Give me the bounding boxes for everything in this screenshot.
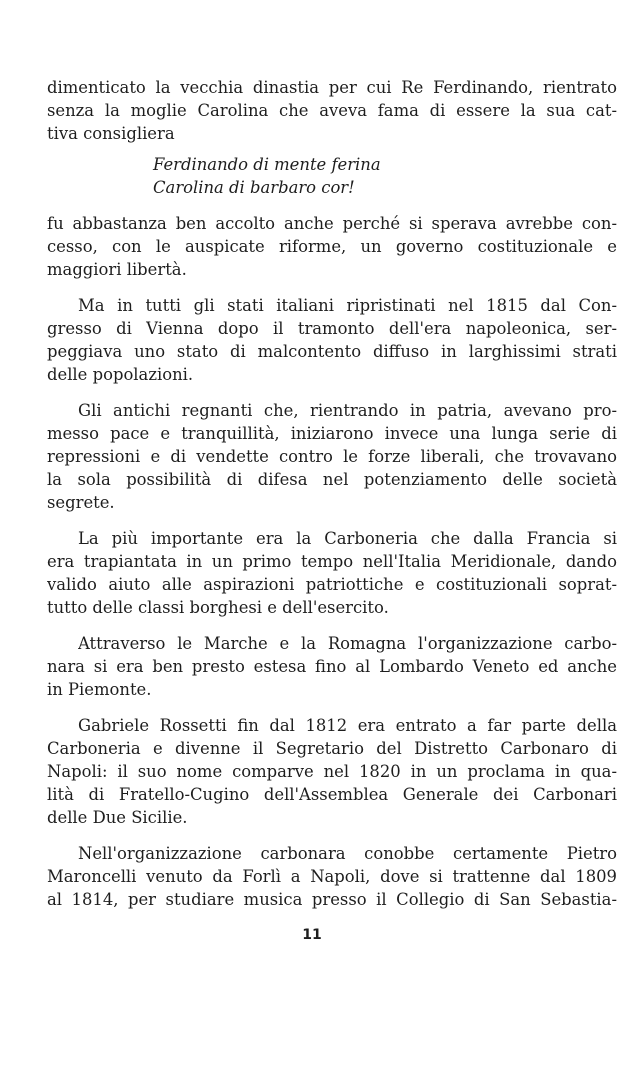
text-line: delle popolazioni. (47, 365, 194, 384)
text-line: maggiori libertà. (47, 260, 187, 279)
text-line: Napoli: il suo nome comparve nel 1820 in un proclama in qua- (47, 762, 617, 781)
text-line: senza la moglie Carolina che aveva fama di essere la sua cat- (47, 101, 617, 120)
text-line: Nell'organizzazione carbonara conobbe certamente Pietro (78, 844, 617, 863)
verse-line: Carolina di barbaro cor! (153, 178, 355, 197)
text-line: tutto delle classi borghesi e dell'esercito. (47, 598, 389, 617)
text-line: fu abbastanza ben accolto anche perché si sperava avrebbe con- (47, 214, 617, 233)
text-line: Maroncelli venuto da Forlì a Napoli, dove si trattenne dal 1809 (47, 867, 617, 886)
text-line: delle Due Sicilie. (47, 808, 188, 827)
text-line: cesso, con le auspicate riforme, un governo costituzionale e (47, 237, 617, 256)
text-line: repressioni e di vendette contro le forze liberali, che trovavano (47, 447, 617, 466)
text-line: la sola possibilità di difesa nel potenziamento delle società (47, 470, 617, 489)
text-line: Gli antichi regnanti che, rientrando in patria, avevano pro- (78, 401, 617, 420)
text-line: La più importante era la Carboneria che dalla Francia si (78, 529, 617, 548)
verse-line: Ferdinando di mente ferina (153, 155, 381, 174)
text-line: gresso di Vienna dopo il tramonto dell'era napoleonica, ser- (47, 319, 617, 338)
text-line: Carboneria e divenne il Segretario del Distretto Carbonaro di (47, 739, 617, 758)
text-line: al 1814, per studiare musica presso il Collegio di San Sebastia- (47, 890, 617, 909)
text-line: lità di Fratello-Cugino dell'Assemblea Generale dei Carbonari (47, 785, 617, 804)
page-number: 11 (302, 927, 322, 943)
text-line: tiva consigliera (47, 124, 175, 143)
text-line: peggiava uno stato di malcontento diffuso in larghissimi strati (47, 342, 617, 361)
text-line: segrete. (47, 493, 115, 512)
text-line: valido aiuto alle aspirazioni patriottiche e costituzionali soprat- (47, 575, 617, 594)
text-line: in Piemonte. (47, 680, 152, 699)
text-line: Ma in tutti gli stati italiani ripristinati nel 1815 dal Con- (78, 296, 617, 315)
text-line: dimenticato la vecchia dinastia per cui Re Ferdinando, rientrato (47, 78, 617, 97)
text-line: nara si era ben presto estesa fino al Lombardo Veneto ed anche (47, 657, 617, 676)
text-line: Attraverso le Marche e la Romagna l'organizzazione carbo- (78, 634, 617, 653)
text-line: messo pace e tranquillità, iniziarono invece una lunga serie di (47, 424, 617, 443)
text-line: Gabriele Rossetti fin dal 1812 era entrato a far parte della (78, 716, 617, 735)
text-line: era trapiantata in un primo tempo nell'Italia Meridionale, dando (47, 552, 617, 571)
